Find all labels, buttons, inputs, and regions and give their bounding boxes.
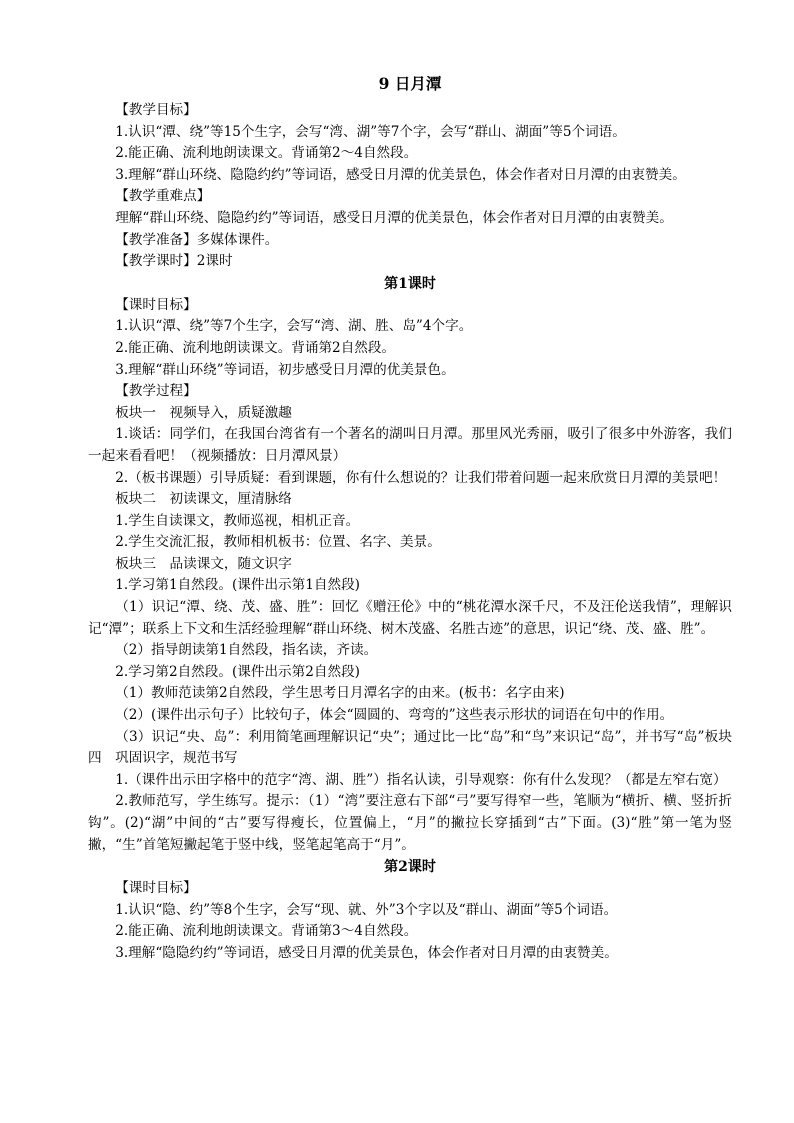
block-3-step-2: 2.学习第2自然段。(课件出示第2自然段) (115, 663, 360, 680)
block-4-step-1: 1.（课件出示田字格中的范字“湾、湖、胜”）指名认读，引导观察：你有什么发现？（都是左窄右宽） (115, 771, 727, 788)
teaching-hours: 【教学课时】2课时 (115, 253, 233, 270)
block-3-step-2-a: （1）教师范读第2自然段，学生思考日月潭名字的由来。(板书：名字由来) (115, 685, 565, 702)
lesson2-goal-1: 1.认识“隐、约”等8个生字，会写“现、就、外”3个字以及“群山、湖面”等5个词语。 (115, 901, 618, 918)
lesson1-goal-3: 3.理解“群山环绕”等词语，初步感受日月潭的优美景色。 (115, 361, 455, 378)
lesson1-goal-1: 1.认识“潭、绕”等7个生字，会写“湾、湖、胜、岛”4个字。 (115, 318, 473, 335)
heading-lesson1-goals: 【课时目标】 (115, 296, 197, 313)
block-1-step-2: 2.（板书课题）引导质疑：看到课题，你有什么想说的？让我们带着问题一起来欣赏日月潭的美景吧！ (115, 469, 727, 486)
block-3-step-2-b: （2）(课件出示句子）比较句子，体会“圆圆的、弯弯的”这些表示形状的词语在句中的作用。 (115, 707, 674, 724)
block-3-step-2-c: （3）识记“央、岛”：利用简笔画理解识记“央”；通过比一比“岛”和“鸟”来识记“岛”，并书写“岛”板块四 巩固识字，规范书写 (88, 728, 732, 767)
lesson1-section (88, 295, 732, 856)
block-3-title: 板块三 品读课文，随文识字 (115, 555, 292, 572)
block-1-title: 板块一 视频导入，质疑激趣 (115, 404, 292, 421)
block-2-step-2: 2.学生交流汇报，教师相机板书：位置、名字、美景。 (115, 534, 441, 551)
document-page (88, 72, 732, 965)
lesson2-title: 第2课时 (384, 859, 436, 876)
heading-teaching-process: 【教学过程】 (115, 383, 197, 400)
goal-2: 2.能正确、流利地朗读课文。背诵第2～4自然段。 (115, 145, 418, 162)
heading-lesson2-goals: 【课时目标】 (115, 880, 197, 897)
lesson2-section (88, 878, 732, 964)
block-1-step-1: 1.谈话：同学们，在我国台湾省有一个著名的湖叫日月潭。那里风光秀丽，吸引了很多中外游客，我们一起来看看吧！（视频播放：日月潭风景） (88, 426, 732, 464)
goal-3: 3.理解“群山环绕、隐隐约约”等词语，感受日月潭的优美景色，体会作者对日月潭的由衷赞美。 (115, 166, 686, 183)
teaching-preparation: 【教学准备】多媒体课件。 (115, 231, 279, 248)
block-3-step-1: 1.学习第1自然段。(课件出示第1自然段) (115, 577, 360, 594)
block-2-title: 板块二 初读课文，厘清脉络 (115, 491, 292, 508)
block-3-step-1-a: （1）识记“潭、绕、茂、盛、胜”：回忆《赠汪伦》中的“桃花潭水深千尺，不及汪伦送我情”，理解识记“潭”；联系上下文和生活经验理解“群山环绕、树木茂盛、名胜古迹”的意思，识记“绕、茂、盛、胜”。 (88, 599, 732, 637)
lesson1-goal-2: 2.能正确、流利地朗读课文。背诵第2自然段。 (115, 339, 396, 356)
goal-1: 1.认识“潭、绕”等15个生字，会写“湾、湖”等7个字，会写“群山、湖面”等5个词语。 (115, 123, 626, 140)
block-3-step-1-b: （2）指导朗读第1自然段，指名读，齐读。 (115, 642, 378, 659)
overview-section (88, 100, 732, 273)
lesson-title: 9 日月潭 (378, 74, 442, 93)
block-2-step-1: 1.学生自读课文，教师巡视，相机正音。 (115, 512, 360, 529)
lesson1-title: 第1课时 (384, 275, 436, 292)
lesson2-goal-3: 3.理解“隐隐约约”等词语，感受日月潭的优美景色，体会作者对日月潭的由衷赞美。 (115, 944, 618, 961)
lesson2-goal-2: 2.能正确、流利地朗读课文。背诵第3～4自然段。 (115, 923, 418, 940)
block-4-step-2: 2.教师范写，学生练写。提示：（1）“湾”要注意右下部“弓”要写得窄一些，笔顺为“横折、横、竖折折钩”。(2)“湖”中间的“古”要写得瘦长，位置偏上，“月”的撇拉长穿插到“古”下面。(3)“胜”第一笔为竖撇，“生”首笔短撇起笔于竖中线，竖笔起笔高于“月”。 (88, 793, 732, 853)
heading-teaching-goals: 【教学目标】 (115, 102, 197, 118)
key-points-text: 理解“群山环绕、隐隐约约”等词语，感受日月潭的优美景色，体会作者对日月潭的由衷赞美。 (115, 209, 673, 226)
heading-key-points: 【教学重难点】 (115, 188, 211, 205)
